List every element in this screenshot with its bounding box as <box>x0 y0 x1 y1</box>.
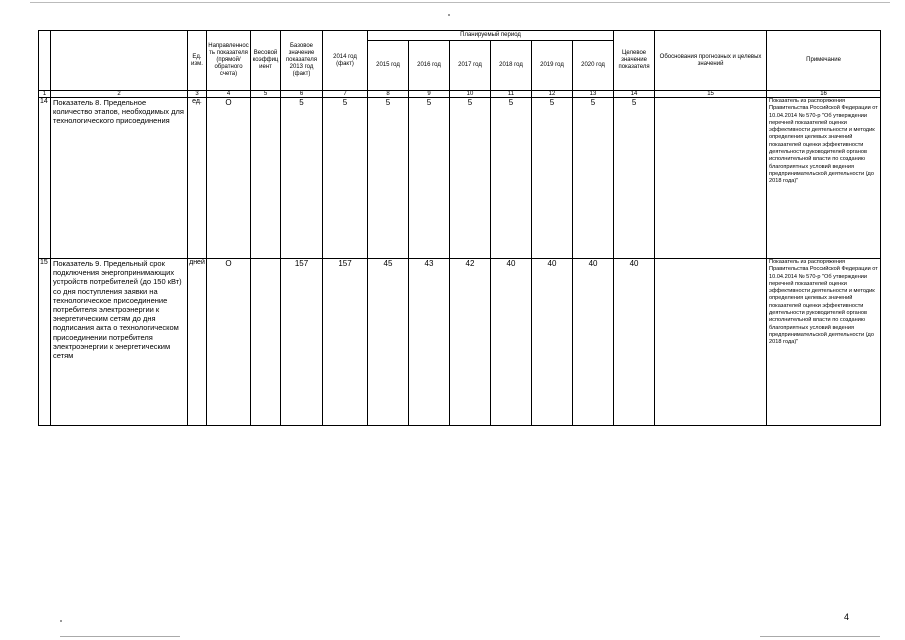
header-cell-num <box>39 31 51 91</box>
column-number: 8 <box>368 91 409 98</box>
indicator-plan-value: 45 <box>368 259 409 426</box>
header-year: 2017 год <box>450 41 491 91</box>
table-row <box>39 259 881 426</box>
header-year: 2019 год <box>532 41 573 91</box>
row-number: 15 <box>39 259 51 426</box>
indicator-plan-value: 5 <box>368 98 409 259</box>
column-number: 5 <box>251 91 281 98</box>
indicator-plan-value: 42 <box>450 259 491 426</box>
indicator-unit: дней <box>188 259 207 426</box>
header-cell-2014: 2014 год (факт) <box>323 31 368 91</box>
header-cell-basis: Обоснования прогнозных и целевых значений <box>655 31 767 91</box>
column-number: 10 <box>450 91 491 98</box>
indicator-note: Показатель из распоряжения Правительства Российской Федерации от 10.04.2014 № 570-р "Об утверждении перечней показателей оценки эффективности деятельности и методик определения целевых значений показателей оценки эффективности деятельности руководителей органов исполнительной власти по созданию благоприятных условий ведения предпринимательской деятельности (до 2018 года)" <box>767 98 881 259</box>
indicator-weight <box>251 259 281 426</box>
indicator-fact-2014: 157 <box>323 259 368 426</box>
indicator-plan-value: 40 <box>491 259 532 426</box>
top-rule <box>30 2 890 3</box>
indicator-name: Показатель 9. Предельный срок подключения энергопринимающих устройств потребителей (до 150 кВт) со дня поступления заявки на технологическое присоединение потребителя электроэнергии к энергетическим сетям до дня подписания акта о технологическом присоединении потребителя электроэнергии к энергетическим сетям <box>51 259 188 426</box>
header-row-top <box>39 31 881 41</box>
row-number: 14 <box>39 98 51 259</box>
scan-speck <box>60 620 62 622</box>
header-cell-base: Базовое значение показателя 2013 год (факт) <box>281 31 323 91</box>
header-cell-direction: Направленность показателя (прямой/обратного счета) <box>207 31 251 91</box>
column-number: 3 <box>188 91 207 98</box>
indicator-target: 40 <box>614 259 655 426</box>
indicator-plan-value: 43 <box>409 259 450 426</box>
column-number: 1 <box>39 91 51 98</box>
header-cell-planned-period: Планируемый период <box>368 31 614 41</box>
header-year: 2015 год <box>368 41 409 91</box>
indicator-direction: О <box>207 259 251 426</box>
header-year: 2016 год <box>409 41 450 91</box>
column-number: 13 <box>573 91 614 98</box>
scan-speck <box>448 14 450 16</box>
column-number: 9 <box>409 91 450 98</box>
indicator-weight <box>251 98 281 259</box>
indicator-base-2013: 157 <box>281 259 323 426</box>
header-cell-weight: Весовой коэффициент <box>251 31 281 91</box>
column-number: 11 <box>491 91 532 98</box>
header-cell-note: Примечание <box>767 31 881 91</box>
page-number: 4 <box>844 612 850 622</box>
column-number: 7 <box>323 91 368 98</box>
column-number: 12 <box>532 91 573 98</box>
column-number: 14 <box>614 91 655 98</box>
indicator-base-2013: 5 <box>281 98 323 259</box>
indicator-note: Показатель из распоряжения Правительства Российской Федерации от 10.04.2014 № 570-р "Об утверждении перечней показателей оценки эффективности деятельности и методик определения целевых значений показателей оценки эффективности деятельности руководителей органов исполнительной власти по созданию благоприятных условий ведения предпринимательской деятельности (до 2018 года)" <box>767 259 881 426</box>
indicator-name: Показатель 8. Предельное количество этапов, необходимых для технологического присоединения <box>51 98 188 259</box>
bottom-rule-right <box>760 636 880 637</box>
column-number: 16 <box>767 91 881 98</box>
indicator-plan-value: 5 <box>491 98 532 259</box>
header-year: 2020 год <box>573 41 614 91</box>
indicator-plan-value: 40 <box>532 259 573 426</box>
indicator-unit: ед. <box>188 98 207 259</box>
indicator-basis <box>655 98 767 259</box>
column-number-row <box>39 91 881 98</box>
indicator-direction: О <box>207 98 251 259</box>
column-number: 15 <box>655 91 767 98</box>
indicator-plan-value: 5 <box>450 98 491 259</box>
indicator-plan-value: 5 <box>573 98 614 259</box>
indicator-fact-2014: 5 <box>323 98 368 259</box>
header-cell-name <box>51 31 188 91</box>
indicator-basis <box>655 259 767 426</box>
header-cell-unit: Ед. изм. <box>188 31 207 91</box>
column-number: 6 <box>281 91 323 98</box>
indicator-plan-value: 5 <box>409 98 450 259</box>
header-year: 2018 год <box>491 41 532 91</box>
indicator-plan-value: 5 <box>532 98 573 259</box>
bottom-rule-left <box>60 636 180 637</box>
indicator-target: 5 <box>614 98 655 259</box>
indicator-plan-value: 40 <box>573 259 614 426</box>
table-row <box>39 98 881 259</box>
header-cell-target: Целевое значение показателя <box>614 31 655 91</box>
indicators-table <box>38 30 881 426</box>
column-number: 4 <box>207 91 251 98</box>
column-number: 2 <box>51 91 188 98</box>
